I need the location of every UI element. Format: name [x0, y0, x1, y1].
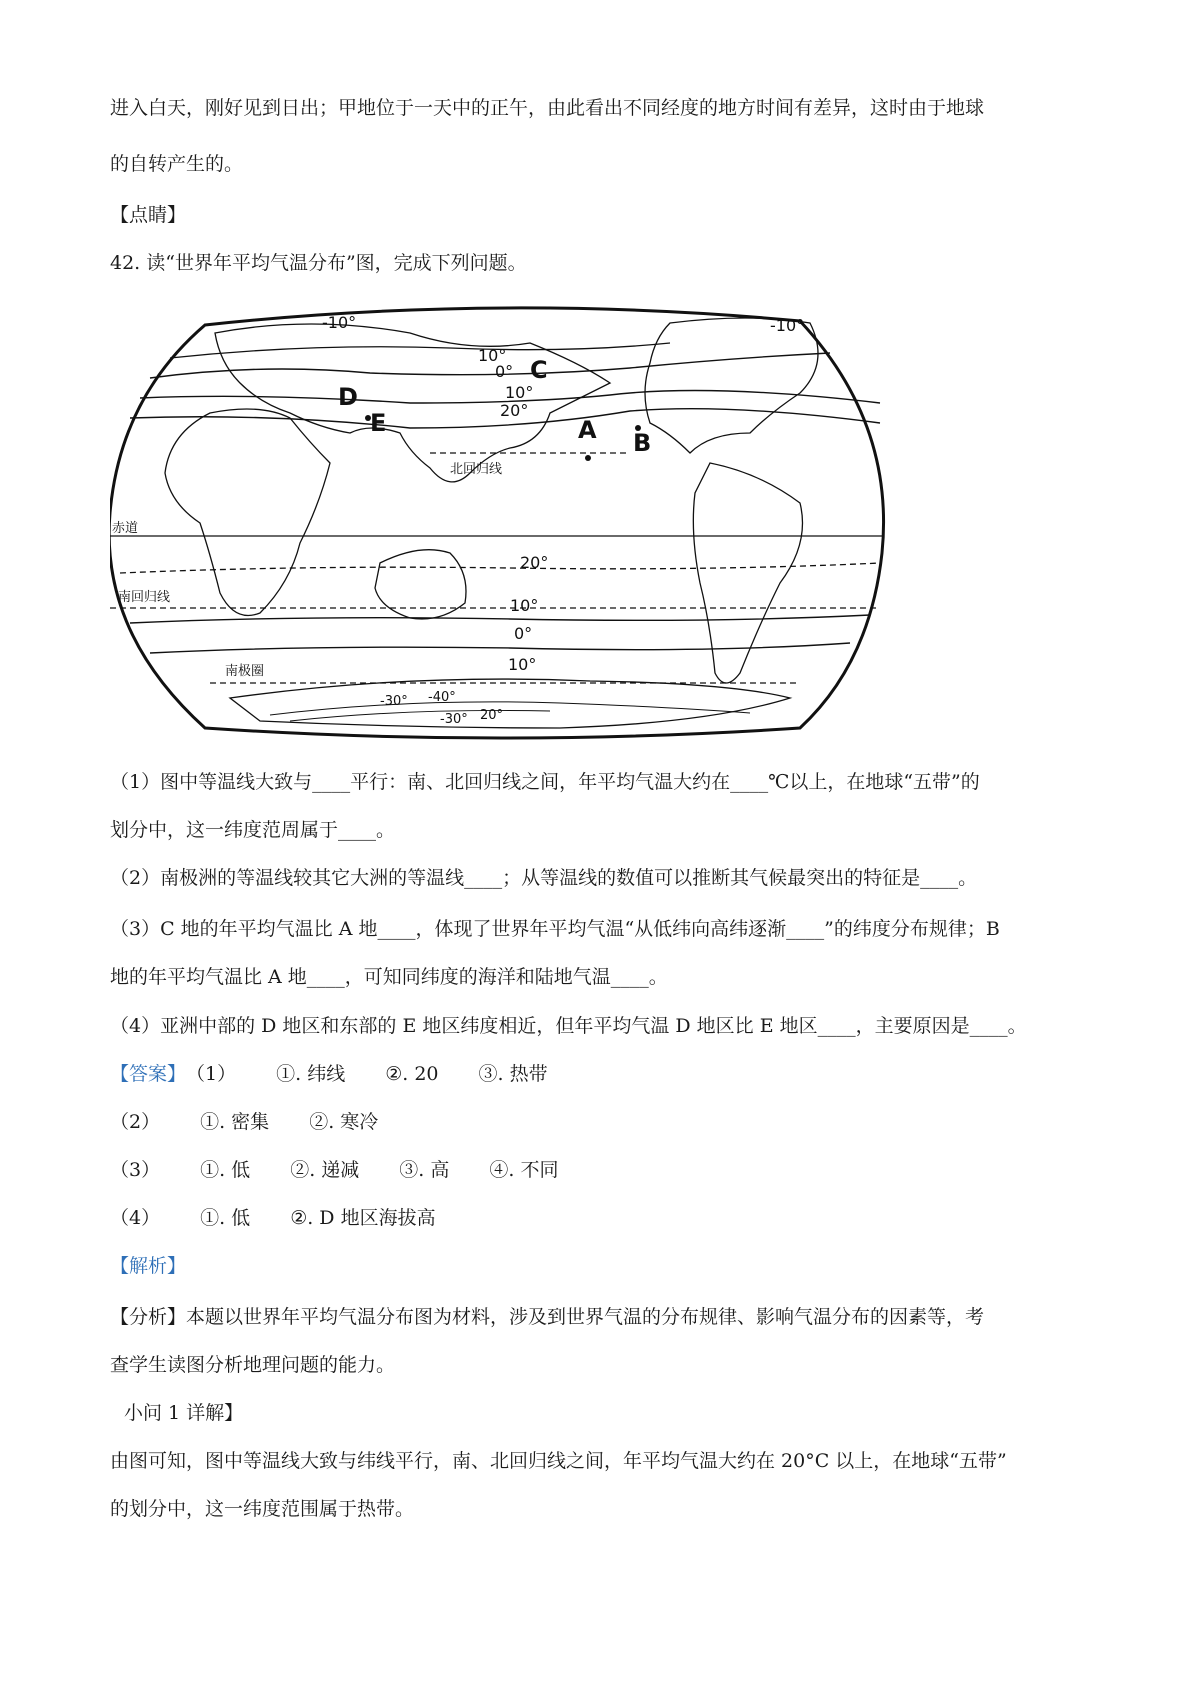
q3-line-a: （3）C 地的年平均气温比 A 地____，体现了世界年平均气温“从低纬向高纬逐渐____”的纬度分布规律；B: [110, 918, 1000, 940]
jiexi-heading: 【解析】: [110, 1255, 187, 1277]
answer-3-b: ②. 递减: [290, 1159, 360, 1181]
isotherm-label-n0: 0°: [495, 362, 514, 381]
tropic-south-label: 南回归线: [118, 590, 171, 605]
q4-line: （4）亚洲中部的 D 地区和东部的 E 地区纬度相近，但年平均气温 D 地区比 E 地区____，主要原因是____。: [110, 1015, 1027, 1037]
continent-south-america: [693, 463, 802, 683]
answer-4-a: ①. 低: [200, 1207, 251, 1229]
answer-3-num: （3）: [110, 1159, 161, 1181]
isotherm-label-n20: 20°: [500, 401, 529, 420]
isotherm-south-0: [150, 643, 850, 653]
isotherm-label-s10b: 10°: [508, 655, 537, 674]
point-a-label: A: [578, 416, 597, 444]
point-c-label: C: [530, 356, 548, 384]
continent-north-america: [645, 318, 818, 453]
point-e-label: E: [370, 409, 387, 437]
isotherm-label-s20: 20°: [520, 553, 549, 572]
detail-line-2: 的划分中，这一纬度范围属于热带。: [110, 1498, 415, 1520]
answer-row-4: [110, 1206, 436, 1230]
point-d-label: D: [338, 383, 358, 411]
isotherm-label-n-10b: -10°: [770, 316, 805, 335]
dianjing-heading: 【点睛】: [110, 204, 187, 226]
continent-africa: [165, 409, 330, 616]
intro-line-2: 的自转产生的。: [110, 153, 244, 175]
answer-3-d: ④. 不同: [489, 1159, 559, 1181]
answer-3-a: ①. 低: [200, 1159, 251, 1181]
q3-line-b: 地的年平均气温比 A 地____，可知同纬度的海洋和陆地气温____。: [110, 966, 668, 988]
answer-3-c: ③. 高: [399, 1159, 450, 1181]
detail-title: 小问 1 详解】: [124, 1402, 244, 1424]
isotherm-south-20: [120, 563, 880, 573]
isotherm-label-n10: 10°: [478, 346, 507, 365]
isotherm-label-s-40: -40°: [428, 690, 456, 705]
world-temperature-map: [110, 303, 890, 743]
answer-row-1: [110, 1062, 548, 1086]
intro-line-1: 进入白天，刚好见到日出；甲地位于一天中的正午，由此看出不同经度的地方时间有差异，这时由于地球: [110, 97, 985, 119]
answer-row-2: [110, 1110, 378, 1134]
equator-label: 赤道: [112, 521, 139, 536]
answer-1-a: ①. 纬线: [276, 1063, 346, 1085]
answer-2-num: （2）: [110, 1111, 161, 1133]
tropic-north-label: 北回归线: [450, 462, 503, 477]
isotherm-label-s0: 0°: [514, 624, 533, 643]
continent-antarctica: [230, 679, 790, 728]
point-a-dot: [585, 455, 591, 461]
answer-1-b: ②. 20: [385, 1063, 439, 1085]
q2-line: （2）南极洲的等温线较其它大洲的等温线____；从等温线的数值可以推断其气候最突出的特征是____。: [110, 867, 978, 889]
isotherm-label-s20b: 20°: [480, 708, 504, 723]
isotherm-label-n10b: 10°: [505, 383, 534, 402]
point-b-label: B: [633, 429, 652, 457]
answer-1-num: （1）: [186, 1063, 237, 1085]
isotherm-label-s10: 10°: [510, 596, 539, 615]
answer-2-a: ①. 密集: [200, 1111, 270, 1133]
isotherm-label-s-30b: -30°: [440, 712, 468, 727]
q1-line-a: （1）图中等温线大致与____平行：南、北回归线之间，年平均气温大约在____℃以上，在地球“五带”的: [110, 771, 980, 793]
answer-1-c: ③. 热带: [478, 1063, 548, 1085]
answer-row-3: [110, 1158, 558, 1182]
antarctica-contours: [270, 702, 750, 721]
answer-4-b: ②. D 地区海拔高: [290, 1207, 436, 1229]
q1-line-b: 划分中，这一纬度范周属于____。: [110, 819, 396, 841]
isotherm-label-s-30: -30°: [380, 694, 408, 709]
analysis-line-2: 查学生读图分析地理问题的能力。: [110, 1354, 396, 1376]
answer-tag: 【答案】: [110, 1063, 187, 1085]
answer-4-num: （4）: [110, 1207, 161, 1229]
isotherm-south-10: [130, 615, 870, 623]
question-title: 42. 读“世界年平均气温分布”图，完成下列问题。: [110, 252, 527, 274]
isotherm-label-n-10: -10°: [322, 313, 357, 332]
antarctic-circle-label: 南极圈: [225, 664, 265, 679]
answer-2-b: ②. 寒冷: [309, 1111, 379, 1133]
analysis-line-1: 【分析】本题以世界年平均气温分布图为材料，涉及到世界气温的分布规律、影响气温分布的因素等，考: [110, 1306, 985, 1328]
detail-line-1: 由图可知，图中等温线大致与纬线平行，南、北回归线之间，年平均气温大约在 20°C 以上，在地球“五带”: [110, 1450, 1007, 1472]
isotherm-n0: [170, 343, 670, 358]
